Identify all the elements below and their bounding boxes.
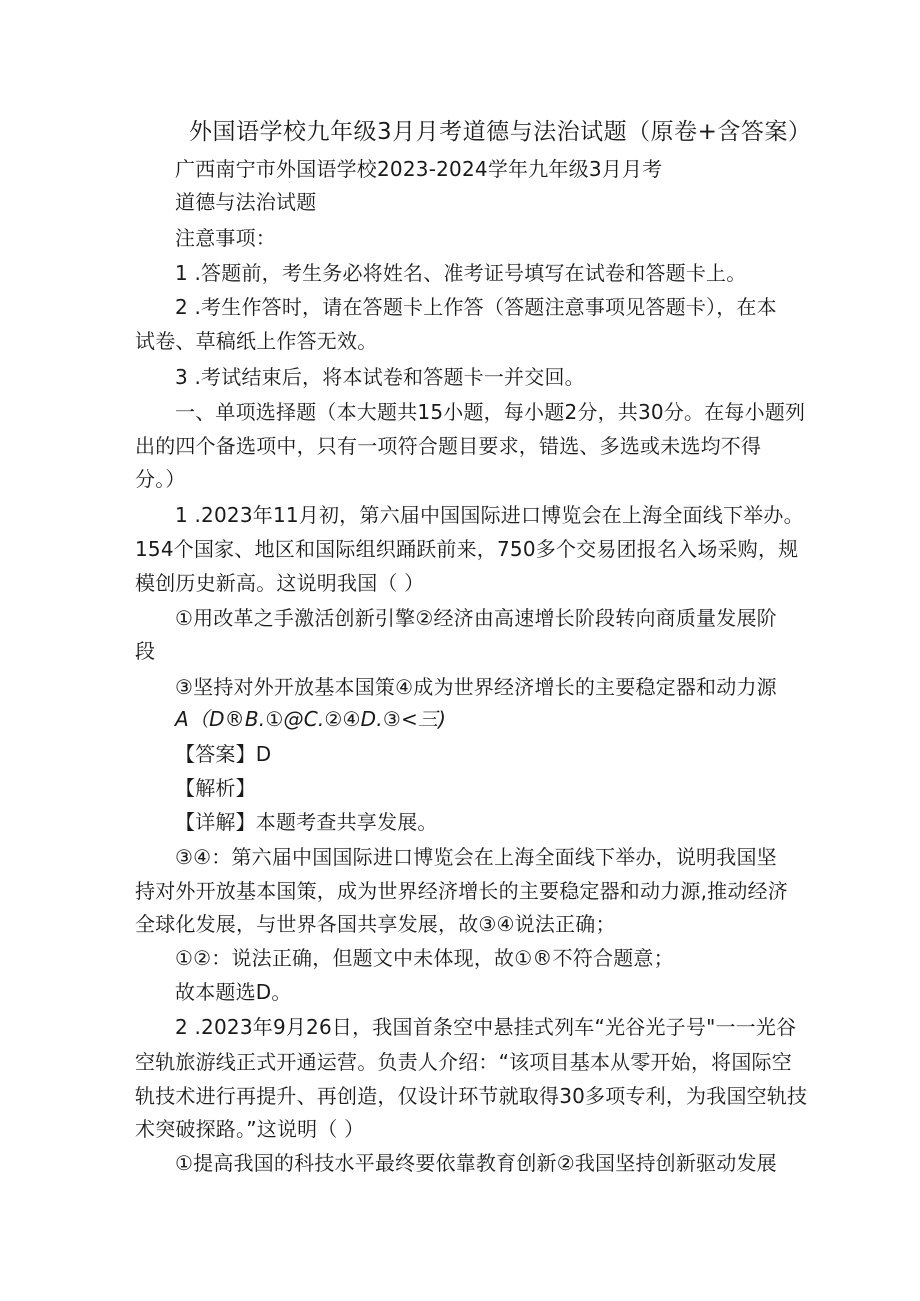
question-2-stem-cont: 空轨旅游线正式开通运营。负责人介绍：“该项目基本从零开始，将国际空 [135, 1050, 792, 1074]
notice-item-2-cont: 试卷、草稿纸上作答无效。 [135, 329, 378, 353]
section-heading-end: 分。） [135, 467, 186, 491]
subject-line: 道德与法治试题 [175, 190, 317, 214]
notice-heading: 注意事项： [175, 226, 276, 250]
notice-item-1: 1 .答题前，考生务必将姓名、准考证号填写在试卷和答题卡上。 [175, 261, 747, 285]
question-1-stem-end: 模创历史新高。这说明我国（ ） [135, 571, 425, 595]
question-1-options: A（D®B.①@C.②④D.③<三) [175, 707, 447, 731]
notice-item-2: 2 .考生作答时，请在答题卡上作答（答题注意事项见答题卡），在本 [175, 295, 777, 319]
question-2-stem-cont-2: 轨技术进行再提升、再创造，仅设计环节就取得30多项专利，为我国空轨技 [135, 1084, 808, 1108]
question-1-stem-cont: 154个国家、地区和国际组织踊跃前来，750多个交易团报名入场采购，规 [135, 537, 799, 561]
detail-label: 【详解】本题考查共享发展。 [175, 810, 438, 834]
notice-item-3: 3 .考试结束后，将本试卷和答题卡一并交回。 [175, 365, 585, 389]
question-1-choice-line-2: ③坚持对外开放基本国策④成为世界经济增长的主要稳定器和动力源 [175, 675, 777, 699]
question-1-choice-line: ①用改革之手激活创新引擎②经济由高速增长阶段转向商质量发展阶 [175, 606, 777, 630]
question-2-choice-line: ①提高我国的科技水平最终要依靠教育创新②我国坚持创新驱动发展 [175, 1151, 777, 1175]
analysis-label: 【解析】 [175, 776, 256, 800]
question-2-stem: 2 .2023年9月26日，我国首条空中悬挂式列车“光谷光子号"一一光谷 [175, 1015, 797, 1039]
explanation-line-end: 全球化发展，与世界各国共享发展，故③④说法正确； [135, 912, 616, 936]
document-subtitle: 广西南宁市外国语学校2023-2024学年九年级3月月考 [175, 157, 663, 181]
conclusion-line: 故本题选D。 [175, 980, 292, 1004]
document-title: 外国语学校九年级3月月考道德与法治试题（原卷+含答案） [189, 119, 812, 145]
answer-label: 【答案】D [175, 742, 272, 766]
question-1-choice-cont: 段 [135, 639, 156, 663]
question-2-stem-end: 术突破探路。”这说明（ ） [135, 1117, 365, 1141]
section-heading: 一、单项选择题（本大题共15小题，每小题2分，共30分。在每小题列 [175, 400, 806, 424]
explanation-line-cont: 持对外开放基本国策，成为世界经济增长的主要稳定器和动力源,推动经济 [135, 879, 788, 903]
section-heading-cont: 出的四个备选项中，只有一项符合题目要求，错选、多选或未选均不得 [135, 434, 762, 458]
question-1-stem: 1 .2023年11月初，第六届中国国际进口博览会在上海全面线下举办。 [175, 503, 804, 527]
explanation-line: ③④：第六届中国国际进口博览会在上海全面线下举办，说明我国坚 [175, 845, 777, 869]
explanation-line-2: ①②：说法正确，但题文中未体现，故①®不符合题意； [175, 946, 674, 970]
